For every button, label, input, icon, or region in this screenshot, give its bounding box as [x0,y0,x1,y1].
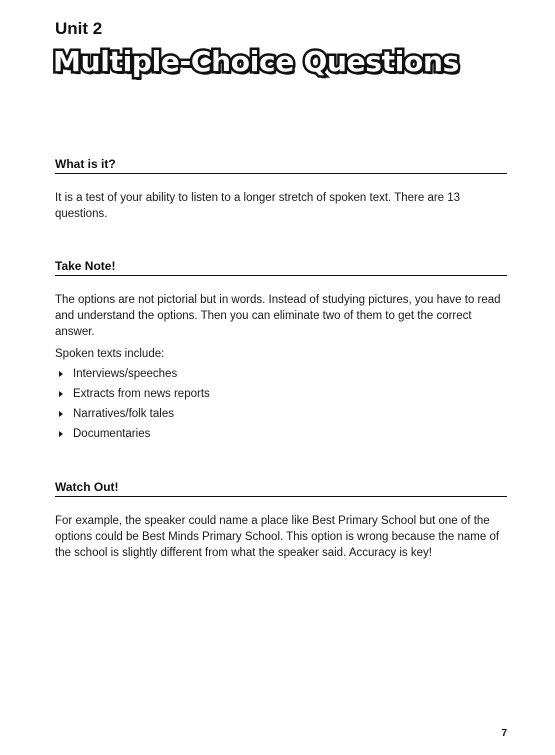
list-item: Documentaries [55,424,507,444]
triangle-bullet-icon [59,391,63,397]
triangle-bullet-icon [59,431,63,437]
triangle-bullet-icon [59,411,63,417]
triangle-bullet-icon [59,371,63,377]
section-watch-out [55,480,507,561]
section-what-is-it [55,157,507,222]
list-item: Extracts from news reports [55,384,507,404]
list-item: Interviews/speeches [55,364,507,384]
body-paragraph: For example, the speaker could name a place like Best Primary School but one of the options could be Best Minds Primary School. This option is wrong because the name of the school is slightly different from what the speaker said. Accuracy is key! [55,515,500,559]
list-item: Narratives/folk tales [55,404,507,424]
section-take-note [55,259,507,444]
section-heading: Watch Out! [55,480,507,497]
spoken-texts-list [55,364,507,444]
unit-label: Unit 2 [55,19,103,38]
section-heading: Take Note! [55,259,507,276]
page-number: 7 [501,728,507,739]
page-title: Multiple-Choice Questions [53,45,459,78]
body-paragraph: Spoken texts include: [55,348,165,360]
section-heading: What is it? [55,157,507,174]
body-paragraph: It is a test of your ability to listen to a longer stretch of spoken text. There are 13 questions. [55,192,461,220]
body-paragraph: The options are not pictorial but in words. Instead of studying pictures, you have to read and understand the options. Then you can eliminate two of them to get the correct answer. [55,294,501,338]
